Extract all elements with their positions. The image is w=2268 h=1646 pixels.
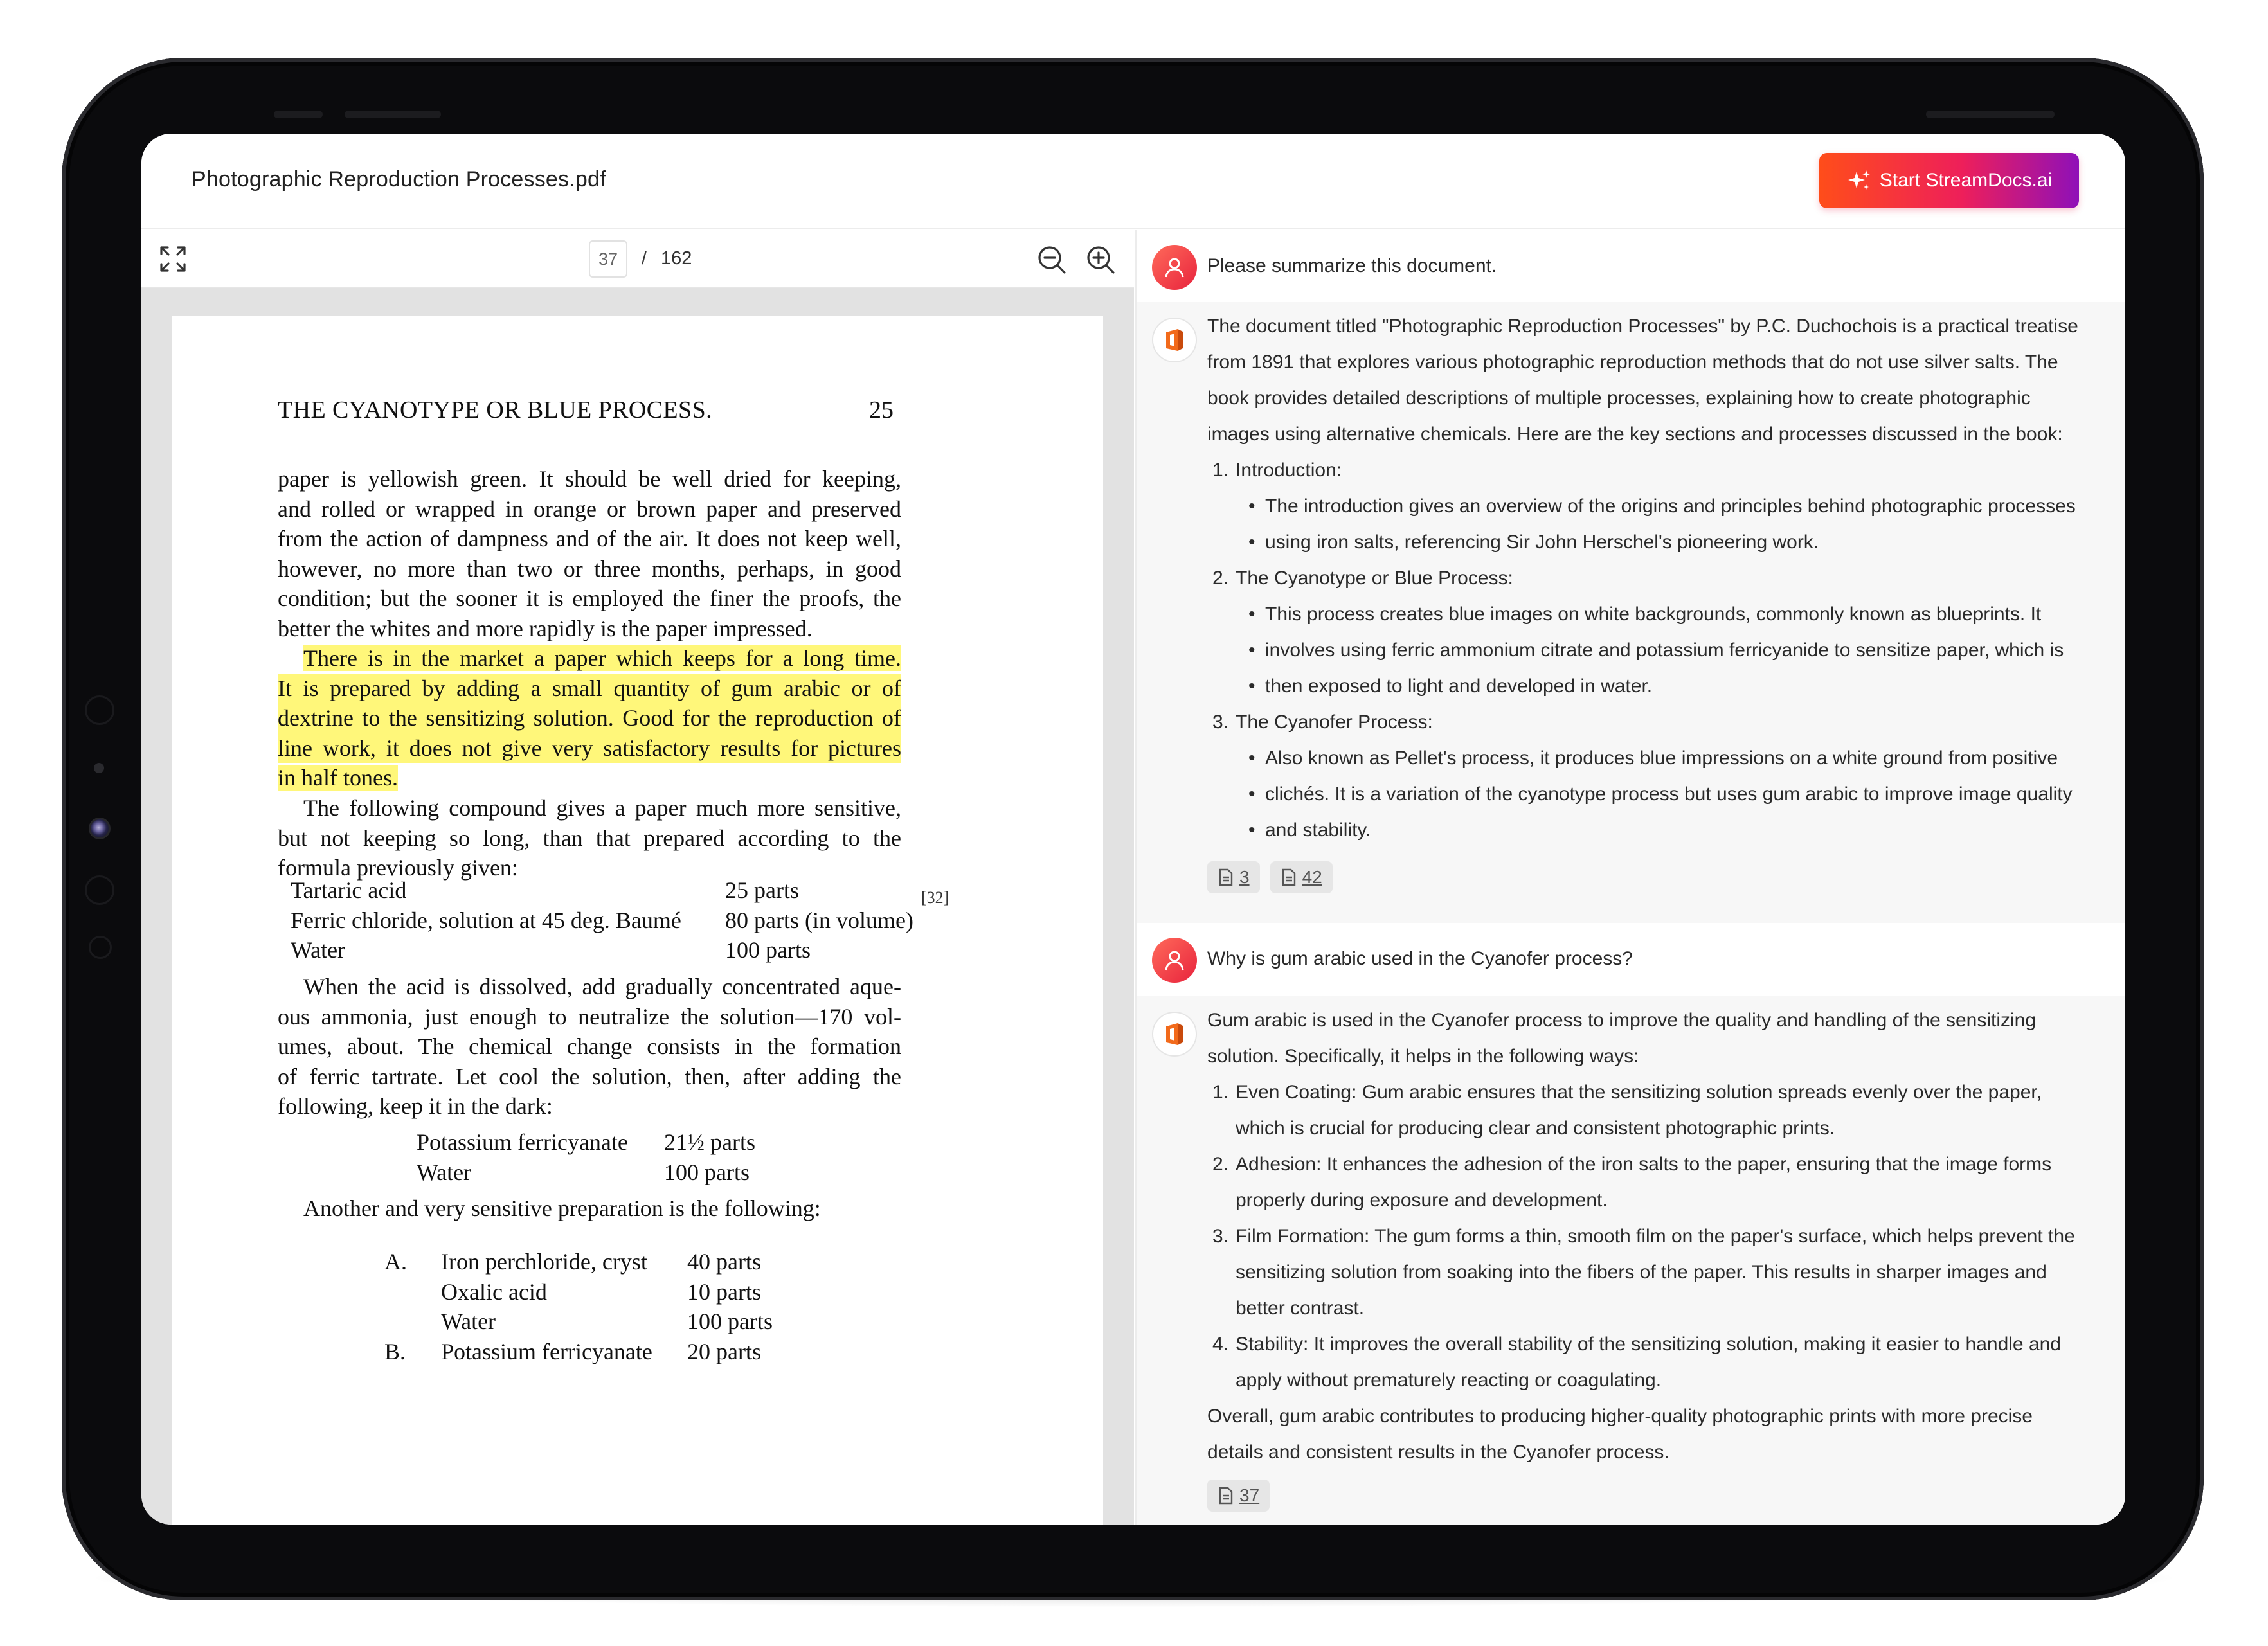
text-line: When the acid is dissolved, add gradually concentrated aque- bbox=[303, 974, 901, 999]
file-title: Photographic Reproduction Processes.pdf bbox=[192, 167, 606, 192]
text-line: however, no more than two or three months, perhaps, in good bbox=[278, 555, 901, 582]
list-title: Introduction: bbox=[1236, 460, 1342, 481]
camera-ring bbox=[85, 875, 114, 905]
text-line: better the whites and more rapidly is the paper impressed. bbox=[278, 615, 813, 641]
list-subitem: • This process creates blue images on white backgrounds, commonly known as blueprints. It bbox=[1207, 596, 2107, 632]
answer-line: images using alternative chemicals. Here are the key sections and processes discussed in the book: bbox=[1207, 424, 2063, 445]
list-item bbox=[1207, 452, 2107, 488]
formula-item: Oxalic acid bbox=[441, 1278, 547, 1305]
user-icon bbox=[1162, 947, 1187, 973]
formula-item: Water bbox=[291, 937, 346, 963]
formula-label bbox=[384, 1307, 441, 1337]
formula-item: Potassium ferricyanate bbox=[417, 1129, 628, 1155]
formula-qty: 100 parts bbox=[687, 1309, 773, 1334]
text-line bbox=[278, 763, 901, 793]
formula-label: B. bbox=[384, 1338, 406, 1364]
formula-item: Ferric chloride, solution at 45 deg. Baumé bbox=[291, 907, 681, 933]
answer-line: Film Formation: The gum forms a thin, smooth film on the paper's surface, which helps prevent the bbox=[1236, 1226, 2075, 1247]
formula-qty: 40 parts bbox=[687, 1249, 761, 1275]
text-line: condition; but the sooner it is employed the finer the proofs, the bbox=[278, 586, 901, 611]
page-separator: / bbox=[642, 248, 647, 269]
camera-ring bbox=[89, 936, 112, 959]
citation-chips bbox=[1207, 861, 1333, 893]
document-icon bbox=[1218, 1487, 1234, 1505]
list-number: 2. bbox=[1212, 568, 1229, 589]
list-title: The Cyanotype or Blue Process: bbox=[1236, 568, 1513, 589]
formula-row bbox=[384, 1247, 773, 1277]
list-item bbox=[1207, 1219, 2107, 1255]
user-question: Why is gum arabic used in the Cyanofer process? bbox=[1207, 948, 1633, 969]
text-line: formula previously given: bbox=[278, 855, 518, 881]
hardware-button bbox=[1926, 111, 2055, 118]
hardware-button bbox=[345, 111, 441, 118]
page-number-input[interactable]: 37 bbox=[589, 240, 627, 278]
list-item-cont bbox=[1207, 1111, 2107, 1147]
assistant-answer bbox=[1207, 309, 2107, 848]
answer-line: solution. Specifically, it helps in the following ways: bbox=[1207, 1046, 1639, 1067]
camera-lens bbox=[89, 818, 111, 839]
formula-item: Tartaric acid bbox=[291, 877, 407, 903]
formula-qty: 25 parts bbox=[725, 877, 799, 903]
page-number: 25 bbox=[869, 397, 894, 424]
answer-line: then exposed to light and developed in water. bbox=[1265, 675, 1653, 697]
formula-table bbox=[291, 875, 914, 965]
app-screen bbox=[141, 134, 2125, 1525]
formula-row bbox=[384, 1277, 773, 1307]
formula-item: Water bbox=[417, 1159, 472, 1185]
formula-qty: 20 parts bbox=[687, 1338, 761, 1364]
answer-line: Gum arabic is used in the Cyanofer process to improve the quality and handling of the sensitizing bbox=[1207, 1010, 2037, 1031]
zoom-out-icon[interactable] bbox=[1036, 244, 1067, 275]
start-streamdocs-button[interactable] bbox=[1819, 153, 2079, 208]
answer-line: better contrast. bbox=[1236, 1298, 1365, 1319]
formula-table bbox=[417, 1127, 755, 1187]
list-item bbox=[1207, 560, 2107, 596]
list-item-cont bbox=[1207, 1255, 2107, 1291]
answer-line: using iron salts, referencing Sir John Herschel's pioneering work. bbox=[1265, 532, 1819, 553]
answer-line: involves using ferric ammonium citrate and potassium ferricyanide to sensitize paper, which is bbox=[1265, 640, 2064, 661]
highlighted-paragraph[interactable] bbox=[278, 643, 901, 793]
formula-row bbox=[384, 1337, 773, 1367]
answer-line: details and consistent results in the Cyanofer process. bbox=[1207, 1442, 1670, 1463]
answer-line: from 1891 that explores various photographic reproduction methods that do not use silver salts. The bbox=[1207, 352, 2058, 373]
list-number: 1. bbox=[1212, 460, 1229, 481]
list-subitem: • The introduction gives an overview of the origins and principles behind photographic processes bbox=[1207, 488, 2107, 524]
assistant-answer bbox=[1207, 1003, 2107, 1471]
list-item bbox=[1207, 704, 2107, 740]
answer-line: book provides detailed descriptions of multiple processes, explaining how to create photographic bbox=[1207, 388, 2031, 409]
answer-line: apply without prematurely reacting or coagulating. bbox=[1236, 1370, 1662, 1391]
formula-row bbox=[291, 906, 914, 936]
text-line: paper is yellowish green. It should be well dried for keeping, bbox=[278, 466, 901, 492]
paragraph bbox=[278, 972, 901, 1122]
assistant-avatar bbox=[1152, 1012, 1197, 1057]
highlight: There is in the market a paper which keeps for a long time. bbox=[303, 645, 901, 671]
list-item-cont bbox=[1207, 1363, 2107, 1399]
answer-line: which is crucial for producing clear and consistent photographic prints. bbox=[1236, 1118, 1835, 1139]
pdf-toolbar bbox=[141, 230, 1134, 288]
list-number: 3. bbox=[1212, 1226, 1229, 1247]
text-line: following, keep it in the dark: bbox=[278, 1093, 553, 1119]
formula-item: Water bbox=[441, 1309, 496, 1334]
answer-line: Even Coating: Gum arabic ensures that the sensitizing solution spreads evenly over the paper, bbox=[1236, 1082, 2042, 1103]
answer-line: The document titled "Photographic Reproduction Processes" by P.C. Duchochois is a practical treatise bbox=[1207, 316, 2078, 337]
formula-row bbox=[417, 1127, 755, 1158]
formula-qty: 100 parts bbox=[725, 937, 811, 963]
document-icon bbox=[1281, 868, 1297, 886]
citation-page: 42 bbox=[1302, 867, 1322, 887]
formula-item: Iron perchloride, cryst bbox=[441, 1249, 647, 1275]
citation-page: 3 bbox=[1239, 867, 1250, 887]
list-subitem-cont bbox=[1207, 668, 2107, 704]
list-subitem: • Also known as Pellet's process, it produces blue impressions on a white ground from positive bbox=[1207, 740, 2107, 776]
list-number: 2. bbox=[1212, 1154, 1229, 1175]
start-button-label: Start StreamDocs.ai bbox=[1879, 170, 2053, 191]
pdf-page bbox=[172, 316, 1103, 1525]
formula-qty: 21½ parts bbox=[664, 1129, 755, 1155]
formula-qty: 100 parts bbox=[664, 1159, 750, 1185]
text-line: Another and very sensitive preparation is the following: bbox=[303, 1195, 821, 1221]
list-subitem-cont bbox=[1207, 812, 2107, 848]
highlight: dextrine to the sensitizing solution. Good for the reproduction of bbox=[278, 703, 901, 733]
user-avatar bbox=[1152, 938, 1197, 983]
list-subitem-cont bbox=[1207, 776, 2107, 812]
hardware-button bbox=[274, 111, 323, 118]
formula-qty: 10 parts bbox=[687, 1278, 761, 1305]
text-line: of ferric tartrate. Let cool the solution, then, after adding the bbox=[278, 1063, 901, 1089]
answer-line: Adhesion: It enhances the adhesion of the iron salts to the paper, ensuring that the image forms bbox=[1236, 1154, 2052, 1175]
list-subitem-cont bbox=[1207, 524, 2107, 560]
document-icon bbox=[1218, 868, 1234, 886]
list-number: 1. bbox=[1212, 1082, 1229, 1103]
list-item bbox=[1207, 1075, 2107, 1111]
running-head: THE CYANOTYPE OR BLUE PROCESS. bbox=[278, 397, 713, 424]
answer-line: properly during exposure and development. bbox=[1236, 1190, 1608, 1211]
paragraph bbox=[278, 793, 901, 883]
user-message bbox=[1137, 923, 2125, 996]
user-message bbox=[1137, 230, 2125, 302]
formula-label: A. bbox=[384, 1249, 407, 1275]
assistant-avatar bbox=[1152, 318, 1197, 362]
text-line: but not keeping so long, than that prepared according to the bbox=[278, 825, 901, 851]
answer-line: clichés. It is a variation of the cyanotype process but uses gum arabic to improve image quality bbox=[1265, 783, 2073, 805]
paragraph bbox=[278, 464, 901, 643]
assistant-message bbox=[1137, 996, 2125, 1525]
answer-line: Overall, gum arabic contributes to producing higher-quality photographic prints with more precise bbox=[1207, 1406, 2033, 1427]
answer-line: sensitizing solution from soaking into the fibers of the paper. This results in sharper images and bbox=[1236, 1262, 2047, 1283]
list-item bbox=[1207, 1147, 2107, 1183]
assistant-message bbox=[1137, 302, 2125, 923]
pdf-viewer bbox=[141, 230, 1134, 1525]
zoom-in-icon[interactable] bbox=[1085, 244, 1116, 275]
list-item bbox=[1207, 1327, 2107, 1363]
text-line: umes, about. The chemical change consists in the formation bbox=[278, 1033, 901, 1059]
formula-row bbox=[291, 935, 914, 965]
list-number: 4. bbox=[1212, 1334, 1229, 1355]
list-item-cont bbox=[1207, 1183, 2107, 1219]
highlight: It is prepared by adding a small quantity of gum arabic or of bbox=[278, 674, 901, 704]
formula-item: Potassium ferricyanate bbox=[441, 1338, 652, 1364]
citation-chip[interactable] bbox=[1207, 1480, 1270, 1512]
sparkle-icon bbox=[1846, 168, 1872, 193]
user-avatar bbox=[1152, 245, 1197, 290]
formula-row bbox=[291, 875, 914, 906]
user-question: Please summarize this document. bbox=[1207, 255, 1497, 276]
answer-line: and stability. bbox=[1265, 819, 1371, 841]
formula-row bbox=[417, 1158, 755, 1188]
expand-icon[interactable] bbox=[158, 244, 188, 274]
text-line: ous ammonia, just enough to neutralize the solution—170 vol- bbox=[278, 1003, 901, 1030]
text-line bbox=[278, 643, 901, 674]
list-number: 3. bbox=[1212, 711, 1229, 733]
citation-chip[interactable] bbox=[1207, 861, 1260, 893]
streamdocs-logo-icon bbox=[1164, 1021, 1185, 1047]
citation-chip[interactable] bbox=[1270, 861, 1333, 893]
formula-table bbox=[384, 1247, 773, 1366]
app-header bbox=[141, 134, 2125, 229]
text-line: and rolled or wrapped in orange or brown paper and preserved bbox=[278, 496, 901, 522]
formula-qty: 80 parts (in volume) bbox=[725, 907, 914, 933]
list-subitem-cont bbox=[1207, 632, 2107, 668]
sensor-dot bbox=[94, 763, 104, 773]
camera-ring bbox=[85, 695, 114, 725]
list-item-cont bbox=[1207, 1291, 2107, 1327]
paragraph bbox=[303, 1194, 821, 1224]
highlight: line work, it does not give very satisfactory results for pictures bbox=[278, 733, 901, 764]
total-pages: 162 bbox=[661, 248, 692, 269]
list-title: The Cyanofer Process: bbox=[1236, 711, 1433, 733]
text-line: The following compound gives a paper much more sensitive, bbox=[303, 795, 901, 821]
citation-chips bbox=[1207, 1480, 1270, 1512]
margin-marker: [32] bbox=[921, 888, 950, 907]
formula-label bbox=[384, 1277, 441, 1307]
formula-row bbox=[384, 1307, 773, 1337]
streamdocs-logo-icon bbox=[1164, 327, 1185, 353]
highlight: in half tones. bbox=[278, 765, 398, 791]
answer-line: Stability: It improves the overall stability of the sensitizing solution, making it easier to handle and bbox=[1236, 1334, 2061, 1355]
user-icon bbox=[1162, 255, 1187, 280]
text-line: from the action of dampness and of the air. It does not keep well, bbox=[278, 526, 901, 551]
citation-page: 37 bbox=[1239, 1485, 1260, 1505]
chat-panel bbox=[1135, 230, 2125, 1525]
